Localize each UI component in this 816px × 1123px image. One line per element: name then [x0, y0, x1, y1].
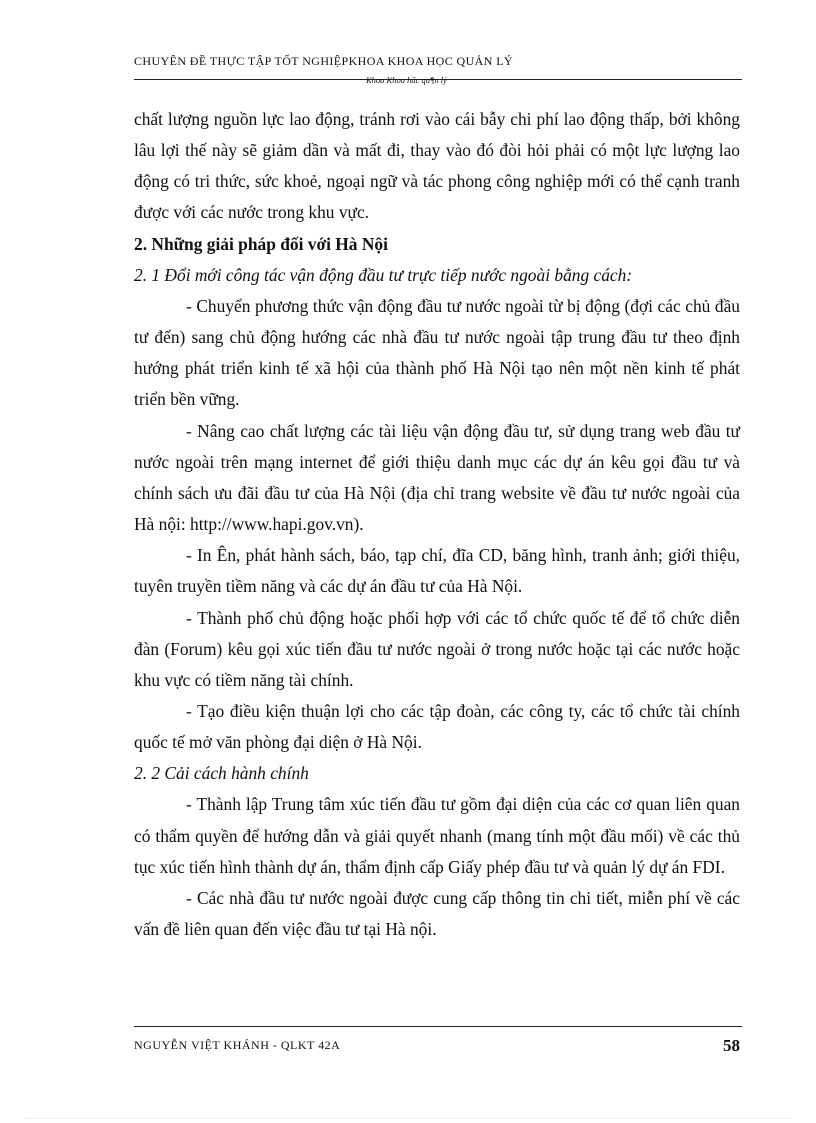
paragraph: - Chuyển phương thức vận động đầu tư nước ngoài từ bị động (đợi các chủ đầu tư đến) sang chủ động hướng các nhà đầu tư nước ngoài tập trung đầu tư theo định hướng phát triển kinh tế xã hội của thành phố Hà Nội tạo nên một nền kinh tế phát triển bền vững. [134, 295, 740, 410]
paragraph: - Các nhà đầu tư nước ngoài được cung cấp thông tin chi tiết, miễn phí về các vấn đề liên quan đến việc đầu tư tại Hà nội. [134, 887, 740, 940]
page-edge-divider [24, 1118, 792, 1119]
page-number: 58 [723, 1036, 740, 1055]
paragraph: - Nâng cao chất lượng các tài liệu vận động đầu tư, sử dụng trang web đầu tư nước ngoài trên mạng internet để giới thiệu danh mục các dự án kêu gọi đầu tư và chính sách ưu đãi đầu tư của Hà Nội (địa chỉ trang website về đầu tư nước ngoài của Hà nội: http://www.hapi.gov.vn). [134, 420, 740, 535]
document-body [134, 104, 740, 945]
footer-author: NGUYỄN VIỆT KHÁNH - QLKT 42A [134, 1038, 341, 1052]
paragraph: - Thành lập Trung tâm xúc tiến đầu tư gồm đại diện của các cơ quan liên quan có thẩm quyền để hướng dẫn và giải quyết nhanh (mang tính một đầu mối) về các thủ tục xúc tiến hình thành dự án, thẩm định cấp Giấy phép đầu tư và quản lý dự án FDI. [134, 794, 740, 877]
header-subtitle: Khoa Khoa hãc qu¶n lý [366, 75, 447, 85]
subsection-heading: 2. 2 Cải cách hành chính [134, 763, 309, 784]
paragraph: - In Ên, phát hành sách, báo, tạp chí, đĩa CD, băng hình, tranh ảnh; giới thiệu, tuyên truyền tiềm năng và các dự án đầu tư của Hà Nội. [134, 545, 740, 597]
paragraph: chất lượng nguồn lực lao động, tránh rơi vào cái bẫy chi phí lao động thấp, bởi không lâu lợi thế này sẽ giảm dần và mất đi, thay vào đó đòi hỏi phải có một lực lượng lao động có tri thức, sức khoẻ, ngoại ngữ và tác phong công nghiệp mới có thể cạnh tranh được với các nước trong khu vực. [134, 109, 740, 223]
section-heading: 2. Những giải pháp đối với Hà Nội [134, 233, 388, 254]
footer-rule [134, 1026, 742, 1027]
subsection-heading: 2. 1 Đổi mới công tác vận động đầu tư trực tiếp nước ngoài bằng cách: [134, 264, 633, 285]
header-title: CHUYÊN ĐỀ THỰC TẬP TỐT NGHIỆPKHOA KHOA HỌC QUẢN LÝ [134, 54, 513, 68]
paragraph: - Tạo điều kiện thuận lợi cho các tập đoàn, các công ty, các tổ chức tài chính quốc tế mở văn phòng đại diện ở Hà Nội. [134, 700, 740, 753]
paragraph: - Thành phố chủ động hoặc phối hợp với các tổ chức quốc tế để tổ chức diễn đàn (Forum) kêu gọi xúc tiến đầu tư nước ngoài ở trong nước hoặc tại các nước hoặc khu vực có tiềm năng tài chính. [134, 607, 740, 690]
